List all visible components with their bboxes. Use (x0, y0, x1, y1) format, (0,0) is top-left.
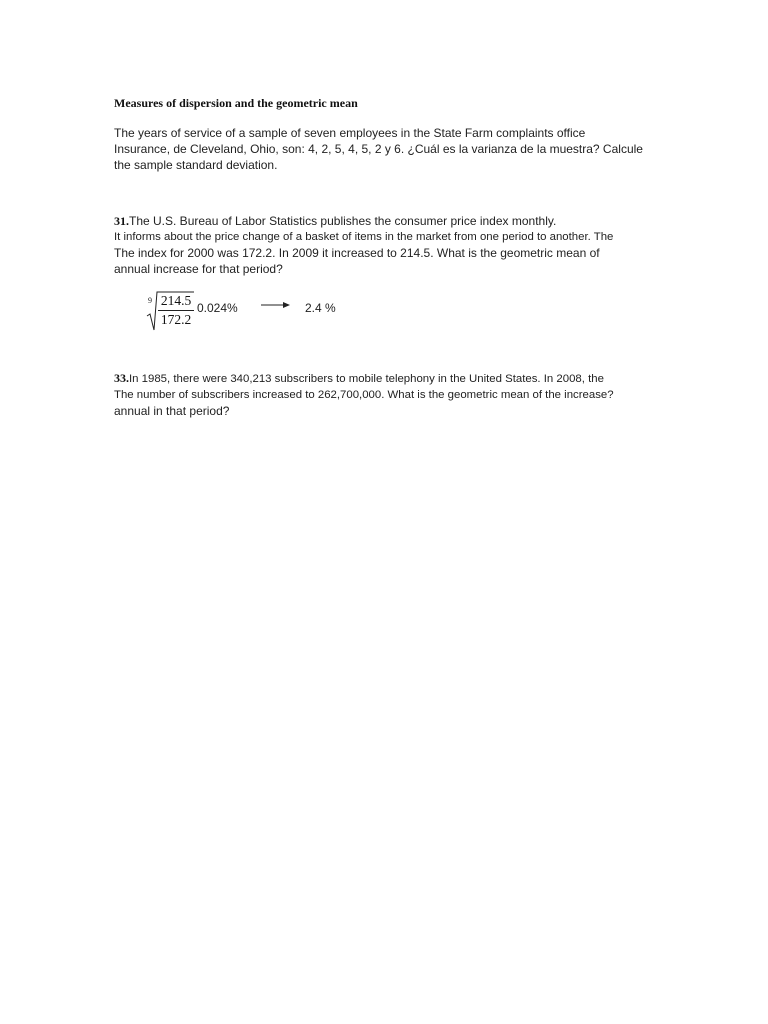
fraction-numerator: 214.5 (158, 292, 194, 311)
problem-31-line-4: annual increase for that period? (114, 262, 283, 276)
geometric-mean-formula (144, 290, 364, 332)
intro-line-1: The years of service of a sample of seven employees in the State Farm complaints office (114, 126, 586, 140)
problem-33-line-2: The number of subscribers increased to 262,700,000. What is the geometric mean of the increase? (114, 389, 614, 401)
formula-result: 0.024% (197, 301, 238, 315)
problem-31-number: 31. (114, 214, 129, 228)
problem-31-line-3: The index for 2000 was 172.2. In 2009 it increased to 214.5. What is the geometric mean of (114, 246, 600, 260)
intro-line-2: Insurance, de Cleveland, Ohio, son: 4, 2, 5, 4, 5, 2 y 6. ¿Cuál es la varianza de la muestra? Calcule (114, 142, 643, 156)
problem-33-line-3: annual in that period? (114, 404, 230, 418)
root-index: 9 (148, 296, 152, 305)
fraction (158, 292, 194, 329)
intro-line-3: the sample standard deviation. (114, 158, 278, 172)
arrow-right-icon (261, 300, 291, 310)
fraction-denominator: 172.2 (160, 312, 192, 327)
converted-result: 2.4 % (305, 301, 336, 315)
problem-33-first-text: In 1985, there were 340,213 subscribers to mobile telephony in the United States. In 2008, the (129, 373, 604, 385)
problem-33 (114, 370, 614, 419)
intro-problem (114, 125, 643, 173)
page-title: Measures of dispersion and the geometric mean (114, 96, 358, 110)
problem-31-line-2: It informs about the price change of a basket of items in the market from one period to another. The (114, 231, 614, 243)
problem-33-number: 33. (114, 371, 129, 385)
problem-33-first-line (114, 370, 614, 387)
problem-31 (114, 213, 613, 277)
problem-31-first-line (114, 213, 613, 229)
problem-31-first-text: The U.S. Bureau of Labor Statistics publishes the consumer price index monthly. (129, 214, 557, 228)
